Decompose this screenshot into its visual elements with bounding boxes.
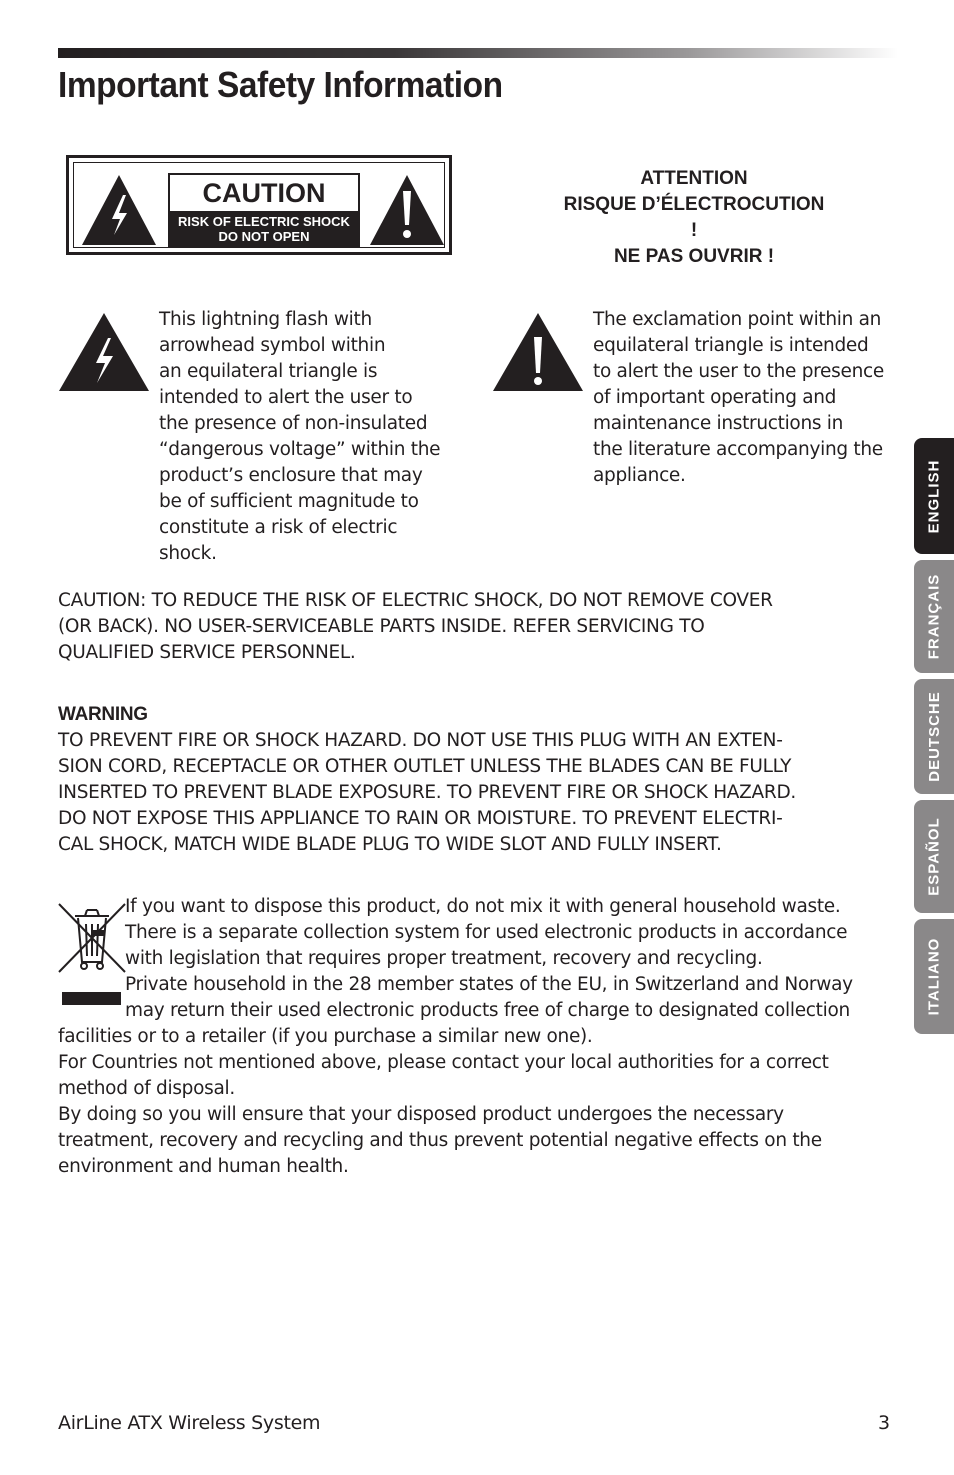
tab-label: DEUTSCHE <box>925 691 943 782</box>
warning-section <box>58 702 796 858</box>
text-line: INSERTED TO PREVENT BLADE EXPOSURE. TO PREVENT FIRE OR SHOCK HAZARD. <box>58 782 796 803</box>
text-line: with legislation that requires proper treatment, recovery and recycling. <box>125 948 763 969</box>
text-line: shock. <box>159 543 217 564</box>
exclamation-triangle-icon <box>491 311 585 393</box>
text-line: QUALIFIED SERVICE PERSONNEL. <box>58 642 356 663</box>
exclamation-triangle-icon <box>368 173 446 247</box>
tab-italiano[interactable] <box>914 919 954 1034</box>
disposal-indented <box>125 894 853 1024</box>
text-line: an equilateral triangle is <box>159 361 378 382</box>
attention-line1: ATTENTION <box>640 168 748 189</box>
text-line: SION CORD, RECEPTACLE OR OTHER OUTLET UNLESS THE BLADES CAN BE FULLY <box>58 756 792 777</box>
text-line: the presence of non-insulated <box>159 413 428 434</box>
exclamation-explanation <box>593 307 884 489</box>
page-title: Important Safety Information <box>58 64 503 105</box>
attention-line2: RISQUE D’ÉLECTROCUTION ! <box>563 194 825 241</box>
tab-francais[interactable] <box>914 560 954 673</box>
crossed-out-bin-icon <box>57 900 127 976</box>
warning-heading: WARNING <box>58 704 148 725</box>
attention-block <box>560 166 828 270</box>
text-line: be of sufficient magnitude to <box>159 491 419 512</box>
tab-deutsche[interactable] <box>914 679 954 794</box>
tab-label: ESPAÑOL <box>925 817 943 896</box>
text-line: “dangerous voltage” within the <box>159 439 441 460</box>
text-line: CAL SHOCK, MATCH WIDE BLADE PLUG TO WIDE SLOT AND FULLY INSERT. <box>58 834 722 855</box>
text-line: There is a separate collection system for used electronic products in accordance <box>125 922 848 943</box>
lightning-triangle-icon <box>80 173 158 247</box>
footer-product-name: AirLine ATX Wireless System <box>58 1412 321 1434</box>
caution-word: CAUTION <box>202 178 326 208</box>
text-line: treatment, recovery and recycling and thus prevent potential negative effects on the <box>58 1130 822 1151</box>
tab-label: ENGLISH <box>925 459 943 533</box>
text-line: to alert the user to the presence <box>593 361 884 382</box>
attention-line3: NE PAS OUVRIR ! <box>613 246 775 267</box>
caution-label <box>66 155 452 255</box>
text-line: Private household in the 28 member states of the EU, in Switzerland and Norway <box>125 974 853 995</box>
tab-english[interactable] <box>914 438 954 554</box>
text-line: TO PREVENT FIRE OR SHOCK HAZARD. DO NOT USE THIS PLUG WITH AN EXTEN- <box>58 730 783 751</box>
text-line: equilateral triangle is intended <box>593 335 869 356</box>
text-line: maintenance instructions in <box>593 413 844 434</box>
text-line: DO NOT EXPOSE THIS APPLIANCE TO RAIN OR MOISTURE. TO PREVENT ELECTRI- <box>58 808 783 829</box>
caution-subtext-line2: DO NOT OPEN <box>218 229 310 244</box>
text-line: CAUTION: TO REDUCE THE RISK OF ELECTRIC SHOCK, DO NOT REMOVE COVER <box>58 590 773 611</box>
tab-label: ITALIANO <box>925 937 943 1016</box>
lightning-triangle-icon <box>57 311 151 393</box>
tab-espanol[interactable] <box>914 800 954 913</box>
text-line: intended to alert the user to <box>159 387 413 408</box>
text-line: the literature accompanying the <box>593 439 883 460</box>
caution-label-frame <box>73 162 445 248</box>
text-line: method of disposal. <box>58 1078 235 1099</box>
text-line: constitute a risk of electric <box>159 517 398 538</box>
text-line: This lightning flash with <box>159 309 372 330</box>
tab-label: FRANÇAIS <box>925 573 943 660</box>
caution-subtext <box>170 211 358 245</box>
text-line: arrowhead symbol within <box>159 335 386 356</box>
weee-underline-bar <box>62 992 121 1005</box>
header-rule <box>58 48 898 58</box>
text-line: may return their used electronic products free of charge to designated collection <box>125 1000 850 1021</box>
caution-label-box <box>168 173 360 247</box>
disposal-full <box>58 1024 829 1180</box>
text-line: environment and human health. <box>58 1156 349 1177</box>
text-line: appliance. <box>593 465 686 486</box>
caution-subtext-line1: RISK OF ELECTRIC SHOCK <box>178 214 350 229</box>
text-line: If you want to dispose this product, do not mix it with general household waste. <box>125 896 841 917</box>
text-line: By doing so you will ensure that your disposed product undergoes the necessary <box>58 1104 784 1125</box>
text-line: (OR BACK). NO USER-SERVICEABLE PARTS INSIDE. REFER SERVICING TO <box>58 616 705 637</box>
footer-page-number: 3 <box>878 1412 891 1434</box>
text-line: facilities or to a retailer (if you purchase a similar new one). <box>58 1026 593 1047</box>
text-line: of important operating and <box>593 387 837 408</box>
lightning-explanation <box>159 307 440 567</box>
text-line: For Countries not mentioned above, please contact your local authorities for a correct <box>58 1052 829 1073</box>
text-line: product’s enclosure that may <box>159 465 423 486</box>
text-line: The exclamation point within an <box>593 309 882 330</box>
caution-paragraph <box>58 588 773 666</box>
